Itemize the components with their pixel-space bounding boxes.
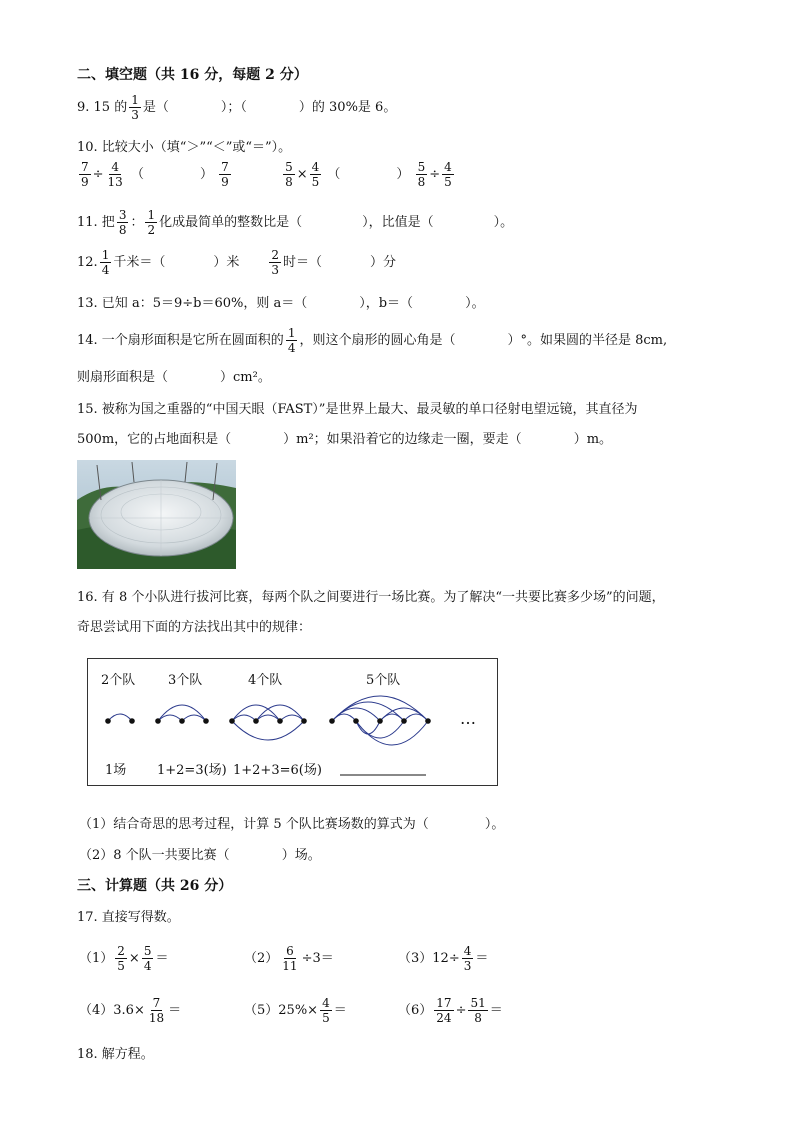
- fraction: $\frac{1}{3}$: [131, 93, 139, 122]
- section-2-title: 二、填空题（共 16 分，每题 2 分）: [77, 67, 308, 83]
- question-10: 10. 比较大小（填“＞”“＜”或“＝”）。: [77, 140, 292, 155]
- question-14: 14. 一个扇形面积是它所在圆面积的 $\frac{1}{4}$ ，则这个扇形的圆心角是（ ）°。如果圆的半径是 8cm,: [77, 326, 668, 355]
- q17-item-3: （3）12÷ $\frac{4}{3}$ ＝: [398, 944, 489, 973]
- question-16: 16. 有 8 个小队进行拔河比赛，每两个队之间要进行一场比赛。为了解决“一共要比赛多少场”的问题，: [77, 590, 665, 605]
- question-17: 17. 直接写得数。: [77, 910, 180, 925]
- question-16-sub2: （2）8 个队一共要比赛（ ）场。: [79, 848, 321, 863]
- team-match-diagram: [87, 658, 498, 786]
- result-4-teams: 1+2+3=6(场): [233, 763, 322, 778]
- question-15: 15. 被称为国之重器的“中国天眼（FAST）”是世界上最大、最灵敏的单口径射电望远镜，其直径为: [77, 402, 638, 417]
- result-3-teams: 1+2=3(场): [157, 763, 227, 778]
- label-5-teams: 5个队: [366, 673, 401, 688]
- question-18: 18. 解方程。: [77, 1047, 154, 1062]
- label-2-teams: 2个队: [101, 673, 136, 688]
- q17-item-2: （2） $\frac{6}{11}$ ÷3＝: [244, 944, 334, 973]
- section-3-title: 三、计算题（共 26 分）: [77, 878, 233, 894]
- q9-text: 9. 15 的: [77, 100, 128, 115]
- answer-blank[interactable]: （: [327, 167, 341, 182]
- question-15-line2: 500m，它的占地面积是（ ）m²；如果沿着它的边缘走一圈，要走（ ）m。: [77, 432, 613, 447]
- question-14-line2: 则扇形面积是（ ）cm²。: [77, 370, 271, 385]
- question-11: 11. 把 $\frac{3}{8}$ ： $\frac{1}{2}$ 化成最简单的整数比是（ ），比值是（ ）。: [77, 208, 514, 237]
- q17-item-6: （6） $\frac{17}{24}$ ÷ $\frac{51}{8}$ ＝: [398, 996, 503, 1025]
- question-12: 12. $\frac{1}{4}$ 千米＝（ ）米 $\frac{2}{3}$ 时＝（ ）分: [77, 248, 397, 277]
- label-3-teams: 3个队: [168, 673, 203, 688]
- answer-blank[interactable]: （: [130, 167, 144, 182]
- label-4-teams: 4个队: [248, 673, 283, 688]
- fast-telescope-photo: [77, 460, 236, 569]
- q17-item-4: （4）3.6× $\frac{7}{18}$ ＝: [79, 996, 182, 1025]
- result-2-teams: 1场: [105, 763, 127, 778]
- q10-expressions: $\frac{7}{9}$ ÷ $\frac{4}{13}$ （ ） $\frac{7}{9}$ $\frac{5}{8}$ × $\frac{4}{5}$ （ ） $\frac{5}{8}$ ÷ $\frac{4}{5}$: [81, 160, 452, 189]
- question-13: 13. 已知 a：5＝9÷b＝60%，则 a＝（ ），b＝（ ）。: [77, 296, 485, 311]
- ellipsis: …: [460, 709, 476, 728]
- question-9: 9. 15 的 $\frac{1}{3}$ 是（ ）；（ ）的 30%是 6。: [77, 93, 397, 122]
- q17-item-1: （1） $\frac{2}{5}$ × $\frac{5}{4}$ ＝: [79, 944, 169, 973]
- fraction: $\frac{7}{9}$: [81, 160, 89, 189]
- q17-item-5: （5）25%× $\frac{4}{5}$ ＝: [244, 996, 347, 1025]
- question-16-sub1: （1）结合奇思的思考过程，计算 5 个队比赛场数的算式为（ ）。: [79, 817, 505, 832]
- question-16-line2: 奇思尝试用下面的方法找出其中的规律：: [77, 620, 312, 635]
